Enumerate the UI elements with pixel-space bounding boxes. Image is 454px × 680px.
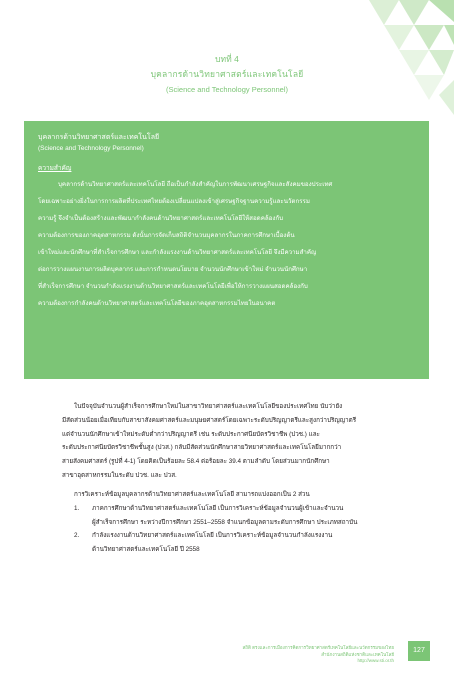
paragraph-line: สาขาอุตสาหกรรมในระดับ ปวช. และ ปวส. [62,471,177,479]
list-item [62,502,392,516]
list-line: กำลังแรงงานด้านวิทยาศาสตร์และเทคโนโลยี เป็นการวิเคราะห์ข้อมูลจำนวนกำลังแรงงาน [92,532,333,540]
paragraph-line: ระดับประกาศนียบัตรวิชาชีพชั้นสูง (ปวส.) กลับมีสัดส่วนนักศึกษาสายวิทยาศาสตร์และเทคโนโลยีมากกว่า [62,444,342,452]
highlight-line: บุคลากรด้านวิทยาศาสตร์และเทคโนโลยี ถือเป็นกำลังสำคัญในการพัฒนาเศรษฐกิจและสังคมของประเทศ [58,181,333,188]
chapter-title: บุคลากรด้านวิทยาศาสตร์และเทคโนโลยี [150,69,304,79]
footer-url: http://www.sti.or.th [357,658,394,663]
highlight-heading: บุคลากรด้านวิทยาศาสตร์และเทคโนโลยี [38,134,160,141]
highlight-line: ความต้องการกำลังคนด้านวิทยาศาสตร์และเทคโนโลยีของภาคอุตสาหกรรมไทยในอนาคต [38,300,276,307]
body-paragraph-1 [62,400,392,483]
list-item-continuation [62,543,392,557]
list-number: 1. [74,504,80,512]
highlight-line: ความรู้ จึงจำเป็นต้องสร้างและพัฒนากำลังคนด้านวิทยาศาสตร์และเทคโนโลยีให้สอดคล้องกับ [38,215,284,222]
highlight-line: ที่สำเร็จการศึกษา จำนวนกำลังแรงงานด้านวิทยาศาสตร์และเทคโนโลยีเพื่อให้การวางแผนสอดคล้องกับ [38,283,308,290]
list-number: 2. [74,532,80,540]
paragraph-line: มีสัดส่วนน้อยเมื่อเทียบกับสาขาสังคมศาสตร์และมนุษยศาสตร์โดยเฉพาะระดับปริญญาตรีและสูงกว่าปริญญาตรี [62,416,357,424]
highlight-line: ความต้องการของภาคอุตสาหกรรม ดังนั้นการจัดเก็บสถิติจำนวนบุคลากรในภาคการศึกษาเบื้องต้น [38,232,295,239]
paragraph-line: ในปัจจุบันจำนวนผู้สำเร็จการศึกษาใหม่ในสาขาวิทยาศาสตร์และเทคโนโลยีของประเทศไทย นับว่ายัง [74,403,343,410]
highlight-section-label: ความสำคัญ [38,165,72,172]
page-number: 127 [408,641,430,661]
list-line: ภาคการศึกษาด้านวิทยาศาสตร์และเทคโนโลยี เป็นการวิเคราะห์ข้อมูลจำนวนผู้เข้าและจำนวน [92,504,344,512]
highlight-text [38,176,416,312]
body-paragraph-2 [62,488,392,557]
highlight-line: เข้าใหม่และนักศึกษาที่สำเร็จการศึกษา และกำลังแรงงานด้านวิทยาศาสตร์และเทคโนโลยี จึงมีความสำคัญ [38,249,317,256]
footer-line: สำนักงานสถิติแห่งชาติและเทคโนโลยี [321,651,394,657]
paragraph-line: สายสังคมศาสตร์ (รูปที่ 4-1) โดยคิดเป็นร้อยละ 58.4 ต่อร้อยละ 39.4 ตามลำดับ โดยส่วนมากนักศึกษา [62,458,330,466]
chapter-subtitle-en: (Science and Technology Personnel) [165,85,289,94]
highlight-line: ต่อการวางแผนงานการผลิตบุคลากร และการกำหนดนโยบาย จำนวนนักศึกษาเข้าใหม่ จำนวนนักศึกษา [38,266,308,273]
chapter-number: บทที่ 4 [215,54,239,64]
list-line: ผู้สำเร็จการศึกษา ระหว่างปีการศึกษา 2551–2558 จำแนกข้อมูลตามระดับการศึกษา ประเภทสถาบัน [92,518,358,526]
list-item [62,529,392,543]
paragraph-intro: การวิเคราะห์ข้อมูลบุคลากรด้านวิทยาศาสตร์และเทคโนโลยี สามารถแบ่งออกเป็น 2 ส่วน [74,491,310,498]
highlight-line: โดยเฉพาะอย่างยิ่งในการการผลิตที่ประเทศไทยต้องเปลี่ยนแปลงเข้าสู่เศรษฐกิจฐานความรู้และนวัตกรรม [38,198,310,205]
list-item-continuation [62,516,392,530]
highlight-box [24,121,429,379]
list-line: ด้านวิทยาศาสตร์และเทคโนโลยี ปี 2558 [92,546,200,554]
footer [242,645,394,665]
footer-line: สถิติ ตรงและการเมืองการคิดการวิทยาศาสตร์เทคโนโลยีและนวัตกรรมของไทย [242,645,394,650]
paragraph-line: แต่จำนวนนักศึกษาเข้าใหม่ระดับต่ำกว่าปริญญาตรี เช่น ระดับประกาศนียบัตรวิชาชีพ (ปวช.) และ [62,430,320,438]
highlight-heading-en: (Science and Technology Personnel) [38,145,144,152]
